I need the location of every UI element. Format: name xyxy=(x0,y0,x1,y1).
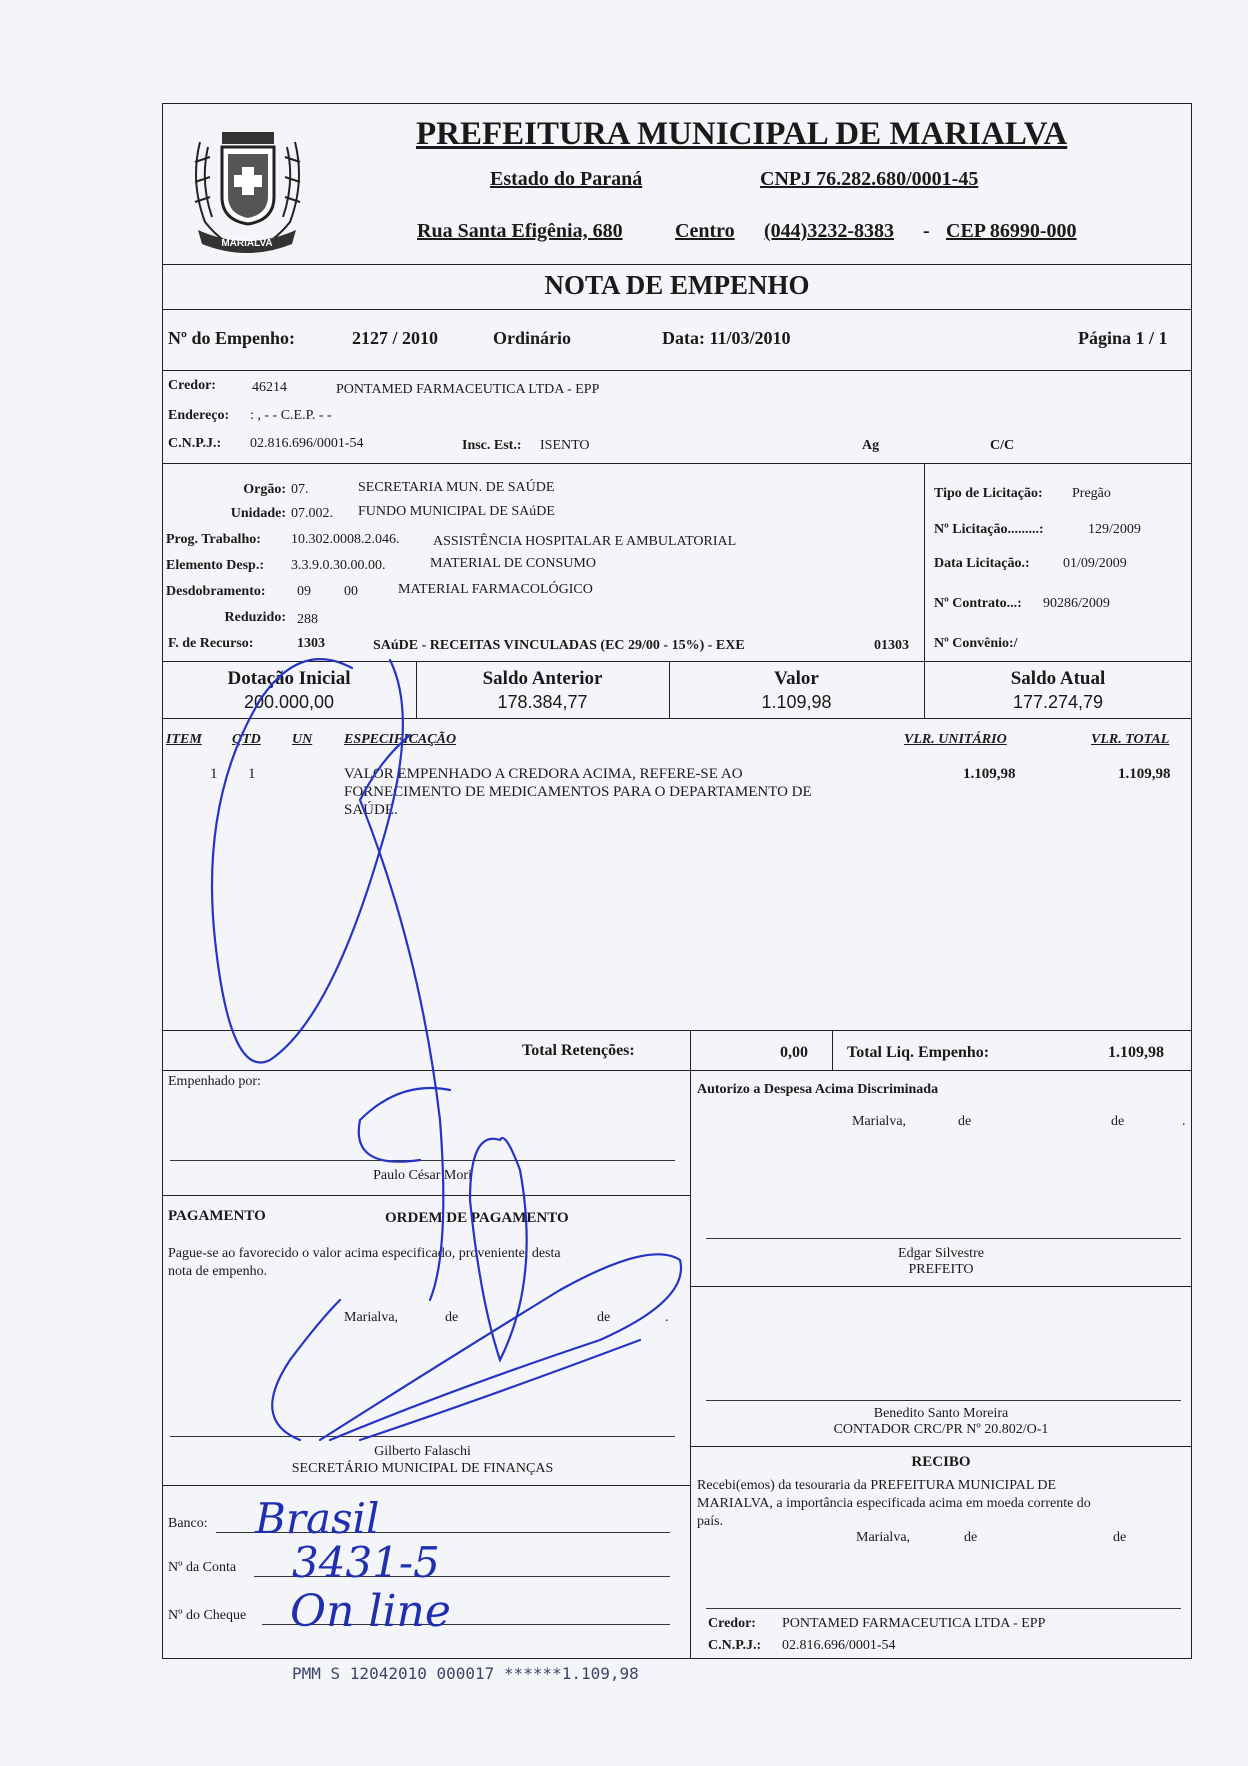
orgao-label: Orgão: xyxy=(243,482,286,497)
data-licitacao-label: Data Licitação.: xyxy=(934,556,1030,571)
payment-de1: de xyxy=(445,1310,459,1325)
recurso-label: F. de Recurso: xyxy=(168,636,254,651)
payment-stamp: PMM S 12042010 000017 ******1.109,98 xyxy=(292,1664,639,1683)
col-unit-value: VLR. UNITÁRIO xyxy=(904,732,1007,747)
handwritten-cheque: On line xyxy=(290,1586,451,1637)
handwritten-conta: 3431-5 xyxy=(292,1538,440,1587)
autorizo-dot: . xyxy=(1182,1114,1186,1129)
endereco-label: Endereço: xyxy=(168,408,230,423)
valor-value: 1.109,98 xyxy=(761,692,832,712)
item-total-value: 1.109,98 xyxy=(1118,766,1171,782)
payment-dot: . xyxy=(665,1310,669,1325)
recibo-credor-label: Credor: xyxy=(708,1616,756,1631)
empenhado-name: Paulo César Mori xyxy=(373,1168,472,1183)
insc-value: ISENTO xyxy=(540,438,590,453)
num-licitacao-label: Nº Licitação.........: xyxy=(934,522,1044,537)
recibo-line3: país. xyxy=(697,1514,724,1529)
cep-label: CEP 86990-000 xyxy=(946,220,1077,242)
reduzido-value: 288 xyxy=(297,612,318,627)
handwritten-banco: Brasil xyxy=(255,1494,380,1543)
col-un: UN xyxy=(292,732,313,747)
recibo-de2: de xyxy=(1113,1530,1127,1545)
col-item: ITEM xyxy=(166,732,202,747)
reduzido-label: Reduzido: xyxy=(224,610,286,625)
item-number: 1 xyxy=(210,766,218,782)
recibo-title: RECIBO xyxy=(911,1454,971,1470)
recibo-line1: Recebi(emos) da tesouraria da PREFEITURA MUNICIPAL DE xyxy=(697,1478,1057,1493)
autorizo-city: Marialva, xyxy=(852,1114,907,1129)
prefeito-title: PREFEITO xyxy=(908,1262,974,1277)
document-title: NOTA DE EMPENHO xyxy=(544,270,810,300)
valor-label: Valor xyxy=(774,668,819,689)
unidade-label: Unidade: xyxy=(230,506,286,521)
insc-label: Insc. Est.: xyxy=(462,438,522,453)
tipo-licitacao-label: Tipo de Licitação: xyxy=(934,486,1043,501)
prog-label: Prog. Trabalho: xyxy=(166,532,261,547)
elem-label: Elemento Desp.: xyxy=(166,558,264,573)
item-spec-line2: FORNECIMENTO DE MEDICAMENTOS PARA O DEPARTAMENTO DE xyxy=(344,784,812,800)
empenho-number: 2127 / 2010 xyxy=(352,328,439,348)
orgao-name: SECRETARIA MUN. DE SAÚDE xyxy=(358,480,555,495)
prefeito-name: Edgar Silvestre xyxy=(898,1246,984,1261)
unidade-name: FUNDO MUNICIPAL DE SAúDE xyxy=(358,504,555,519)
recibo-cnpj-value: 02.816.696/0001-54 xyxy=(782,1638,896,1653)
desd-b: 00 xyxy=(344,584,358,599)
num-licitacao-value: 129/2009 xyxy=(1088,522,1141,537)
pague-line2: nota de empenho. xyxy=(168,1264,268,1279)
elem-name: MATERIAL DE CONSUMO xyxy=(430,556,596,571)
saldo-anterior-label: Saldo Anterior xyxy=(482,668,603,689)
recibo-cnpj-label: C.N.P.J.: xyxy=(708,1638,762,1653)
credor-name: PONTAMED FARMACEUTICA LTDA - EPP xyxy=(336,382,600,397)
payment-de2: de xyxy=(597,1310,611,1325)
credor-label: Credor: xyxy=(168,378,216,393)
item-unit-value: 1.109,98 xyxy=(963,766,1016,782)
empenho-type: Ordinário xyxy=(493,328,572,348)
liq-value: 1.109,98 xyxy=(1108,1044,1164,1061)
saldo-atual-label: Saldo Atual xyxy=(1010,668,1106,689)
svg-text:MARIALVA: MARIALVA xyxy=(221,238,273,249)
liq-label: Total Liq. Empenho: xyxy=(847,1044,990,1061)
municipality-title: PREFEITURA MUNICIPAL DE MARIALVA xyxy=(416,116,1068,152)
secretario-name: Gilberto Falaschi xyxy=(374,1444,471,1459)
convenio-label: Nº Convênio:/ xyxy=(934,636,1018,651)
prog-name: ASSISTÊNCIA HOSPITALAR E AMBULATORIAL xyxy=(433,534,737,549)
page-number: Página 1 / 1 xyxy=(1078,328,1168,348)
retencoes-label: Total Retenções: xyxy=(522,1042,635,1059)
elem-code: 3.3.9.0.30.00.00. xyxy=(291,558,386,573)
empenho-date: Data: 11/03/2010 xyxy=(662,328,791,348)
autorizo-de1: de xyxy=(958,1114,972,1129)
col-qtd: QTD xyxy=(232,732,261,747)
col-total-value: VLR. TOTAL xyxy=(1091,732,1170,747)
recurso-code2: 01303 xyxy=(874,638,909,653)
prog-code: 10.302.0008.2.046. xyxy=(291,532,400,547)
cnpj-label-creditor: C.N.P.J.: xyxy=(168,436,222,451)
payment-city: Marialva, xyxy=(344,1310,399,1325)
col-spec: ESPECIFICAÇÃO xyxy=(344,732,457,747)
tipo-licitacao-value: Pregão xyxy=(1072,486,1111,501)
saldo-anterior-value: 178.384,77 xyxy=(497,692,588,712)
cheque-label: Nº do Cheque xyxy=(168,1608,247,1623)
data-licitacao-value: 01/09/2009 xyxy=(1063,556,1127,571)
endereco-value: : , - - C.E.P. - - xyxy=(250,408,332,423)
phone-label: (044)3232-8383 xyxy=(764,220,894,242)
item-spec-line3: SAÚDE. xyxy=(344,802,398,818)
desd-label: Desdobramento: xyxy=(166,584,266,599)
recurso-code: 1303 xyxy=(297,636,325,651)
recibo-line2: MARIALVA, a importância especificada acima em moeda corrente do xyxy=(697,1496,1091,1511)
contrato-value: 90286/2009 xyxy=(1043,596,1110,611)
secretario-title: SECRETÁRIO MUNICIPAL DE FINANÇAS xyxy=(291,1461,554,1476)
unidade-code: 07.002. xyxy=(291,506,333,521)
contador-name: Benedito Santo Moreira xyxy=(873,1406,1009,1421)
state-label: Estado do Paraná xyxy=(490,168,643,190)
empenhado-label: Empenhado por: xyxy=(168,1074,261,1089)
contador-title: CONTADOR CRC/PR Nº 20.802/O-1 xyxy=(833,1422,1049,1437)
conta-label: Nº da Conta xyxy=(168,1560,237,1575)
ag-label: Ag xyxy=(862,438,880,453)
orgao-code: 07. xyxy=(291,482,309,497)
desd-name: MATERIAL FARMACOLÓGICO xyxy=(398,582,593,597)
dotacao-label: Dotação Inicial xyxy=(227,668,351,689)
recibo-de1: de xyxy=(964,1530,978,1545)
retencoes-value: 0,00 xyxy=(780,1044,808,1061)
autorizo-label: Autorizo a Despesa Acima Discriminada xyxy=(697,1082,939,1097)
banco-label: Banco: xyxy=(168,1516,208,1531)
recibo-city: Marialva, xyxy=(856,1530,911,1545)
address-label: Rua Santa Efigênia, 680 xyxy=(417,220,623,242)
pague-line1: Pague-se ao favorecido o valor acima especificado, proveniente, desta xyxy=(168,1246,561,1261)
separator: - xyxy=(923,220,930,242)
item-qtd: 1 xyxy=(248,766,256,782)
cnpj-label: CNPJ 76.282.680/0001-45 xyxy=(760,168,979,190)
cc-label: C/C xyxy=(990,438,1015,453)
recurso-name: SAúDE - RECEITAS VINCULADAS (EC 29/00 - 15%) - EXE xyxy=(373,638,745,653)
recibo-credor-value: PONTAMED FARMACEUTICA LTDA - EPP xyxy=(782,1616,1046,1631)
saldo-atual-value: 177.274,79 xyxy=(1012,692,1104,712)
empenho-label: Nº do Empenho: xyxy=(168,328,295,348)
district-label: Centro xyxy=(675,220,735,242)
pagamento-label: PAGAMENTO xyxy=(168,1208,266,1224)
ordem-label: ORDEM DE PAGAMENTO xyxy=(385,1210,569,1226)
dotacao-value: 200.000,00 xyxy=(243,692,335,712)
credor-code: 46214 xyxy=(252,380,287,395)
autorizo-de2: de xyxy=(1111,1114,1125,1129)
cnpj-value-creditor: 02.816.696/0001-54 xyxy=(250,436,364,451)
contrato-label: Nº Contrato...: xyxy=(934,596,1022,611)
item-spec-line1: VALOR EMPENHADO A CREDORA ACIMA, REFERE-SE AO xyxy=(344,766,743,782)
desd-a: 09 xyxy=(297,584,311,599)
